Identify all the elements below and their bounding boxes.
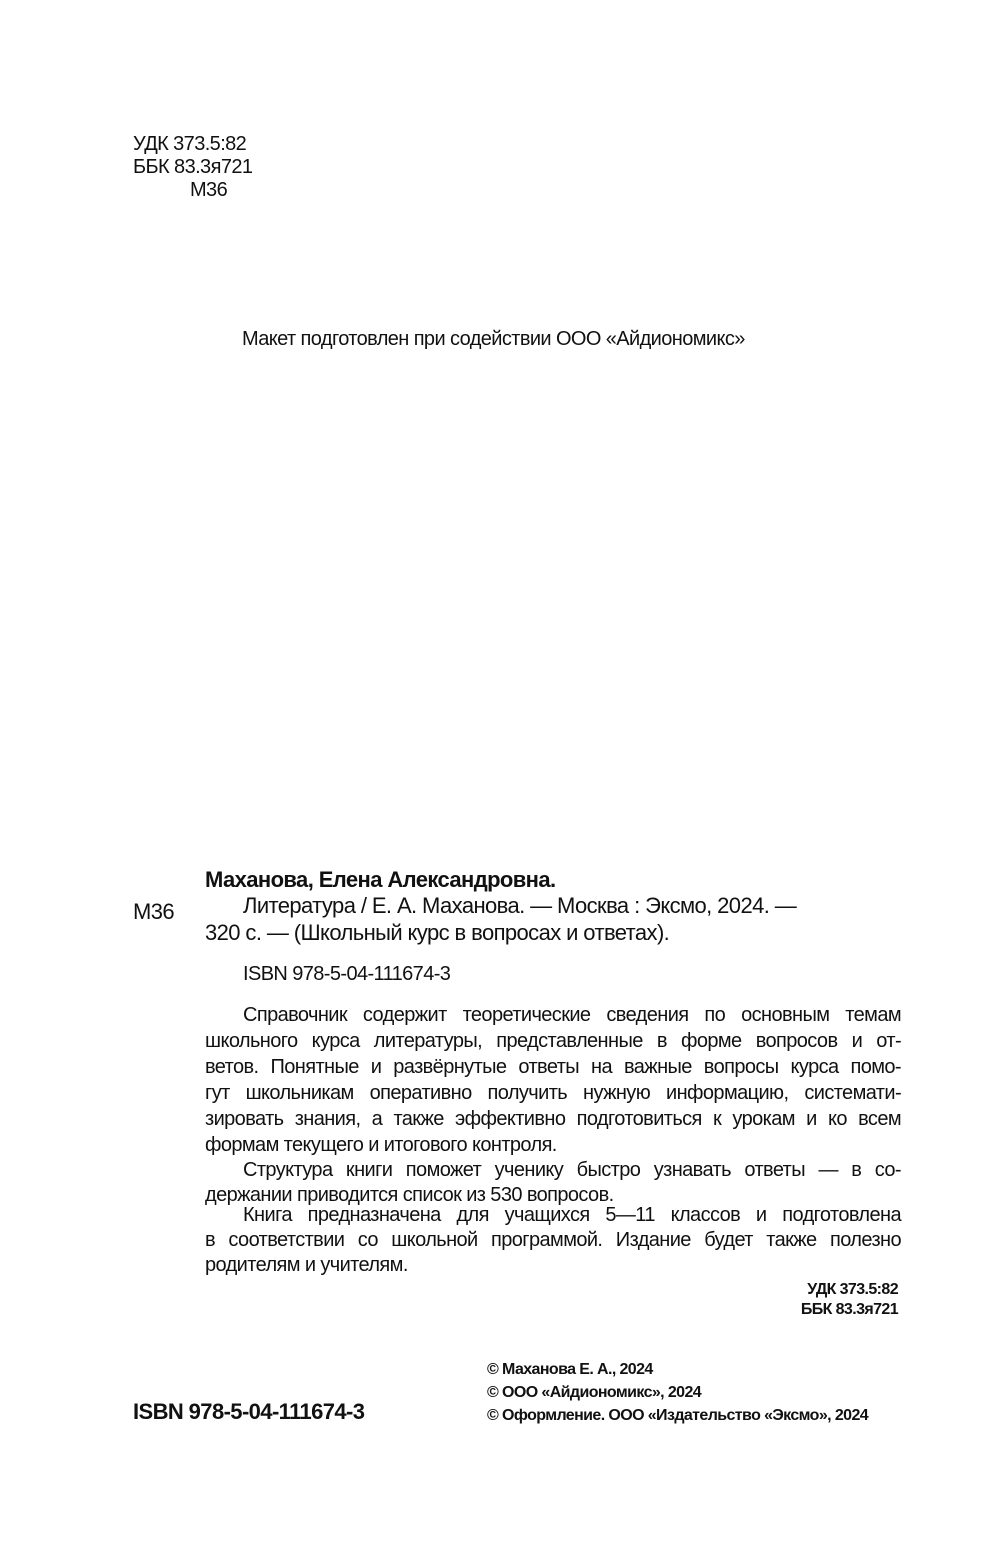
author-mark: М36 bbox=[190, 179, 228, 201]
author-mark-side: М36 bbox=[133, 899, 174, 924]
copyright-line: © Оформление. ООО «Издательство «Эксмо», 2024 bbox=[487, 1407, 869, 1424]
isbn-line: ISBN 978-5-04-111674-3 bbox=[243, 963, 451, 985]
copyright-line: © Маханова Е. А., 2024 bbox=[487, 1361, 653, 1378]
udk-code: УДК 373.5:82 bbox=[133, 133, 247, 155]
footer-udk: УДК 373.5:82 bbox=[807, 1281, 898, 1298]
annotation-line: формам текущего и итогового контроля. bbox=[205, 1134, 557, 1156]
bbk-code: ББК 83.3я721 bbox=[133, 156, 253, 178]
annotation-line: Структура книги поможет ученику быстро узнавать ответы — в со- bbox=[243, 1159, 901, 1181]
annotation-line: Справочник содержит теоретические сведения по основным темам bbox=[243, 1004, 901, 1026]
annotation-line: Книга предназначена для учащихся 5—11 классов и подготовлена bbox=[243, 1204, 901, 1226]
layout-note: Макет подготовлен при содействии ООО «Айдиономикс» bbox=[242, 328, 745, 350]
annotation-line: родителям и учителям. bbox=[205, 1254, 408, 1276]
bib-line-1: Литература / Е. А. Маханова. — Москва : Эксмо, 2024. — bbox=[243, 893, 797, 918]
annotation-line: школьного курса литературы, представленные в форме вопросов и от- bbox=[205, 1030, 901, 1052]
bib-line-2: 320 с. — (Школьный курс в вопросах и ответах). bbox=[205, 920, 670, 945]
annotation-line: гут школьникам оперативно получить нужную информацию, системати- bbox=[205, 1082, 901, 1104]
copyright-line: © ООО «Айдиономикс», 2024 bbox=[487, 1384, 702, 1401]
footer-bbk: ББК 83.3я721 bbox=[800, 1301, 898, 1318]
author-name: Маханова, Елена Александровна. bbox=[205, 867, 556, 892]
annotation-line: держании приводится список из 530 вопросов. bbox=[205, 1184, 614, 1206]
isbn-bold: ISBN 978-5-04-111674-3 bbox=[133, 1399, 365, 1424]
annotation-line: ветов. Понятные и развёрнутые ответы на важные вопросы курса помо- bbox=[205, 1056, 901, 1078]
annotation-line: в соответствии со школьной программой. Издание будет также полезно bbox=[205, 1229, 901, 1251]
annotation-line: зировать знания, а также эффективно подготовиться к урокам и ко всем bbox=[205, 1108, 901, 1130]
